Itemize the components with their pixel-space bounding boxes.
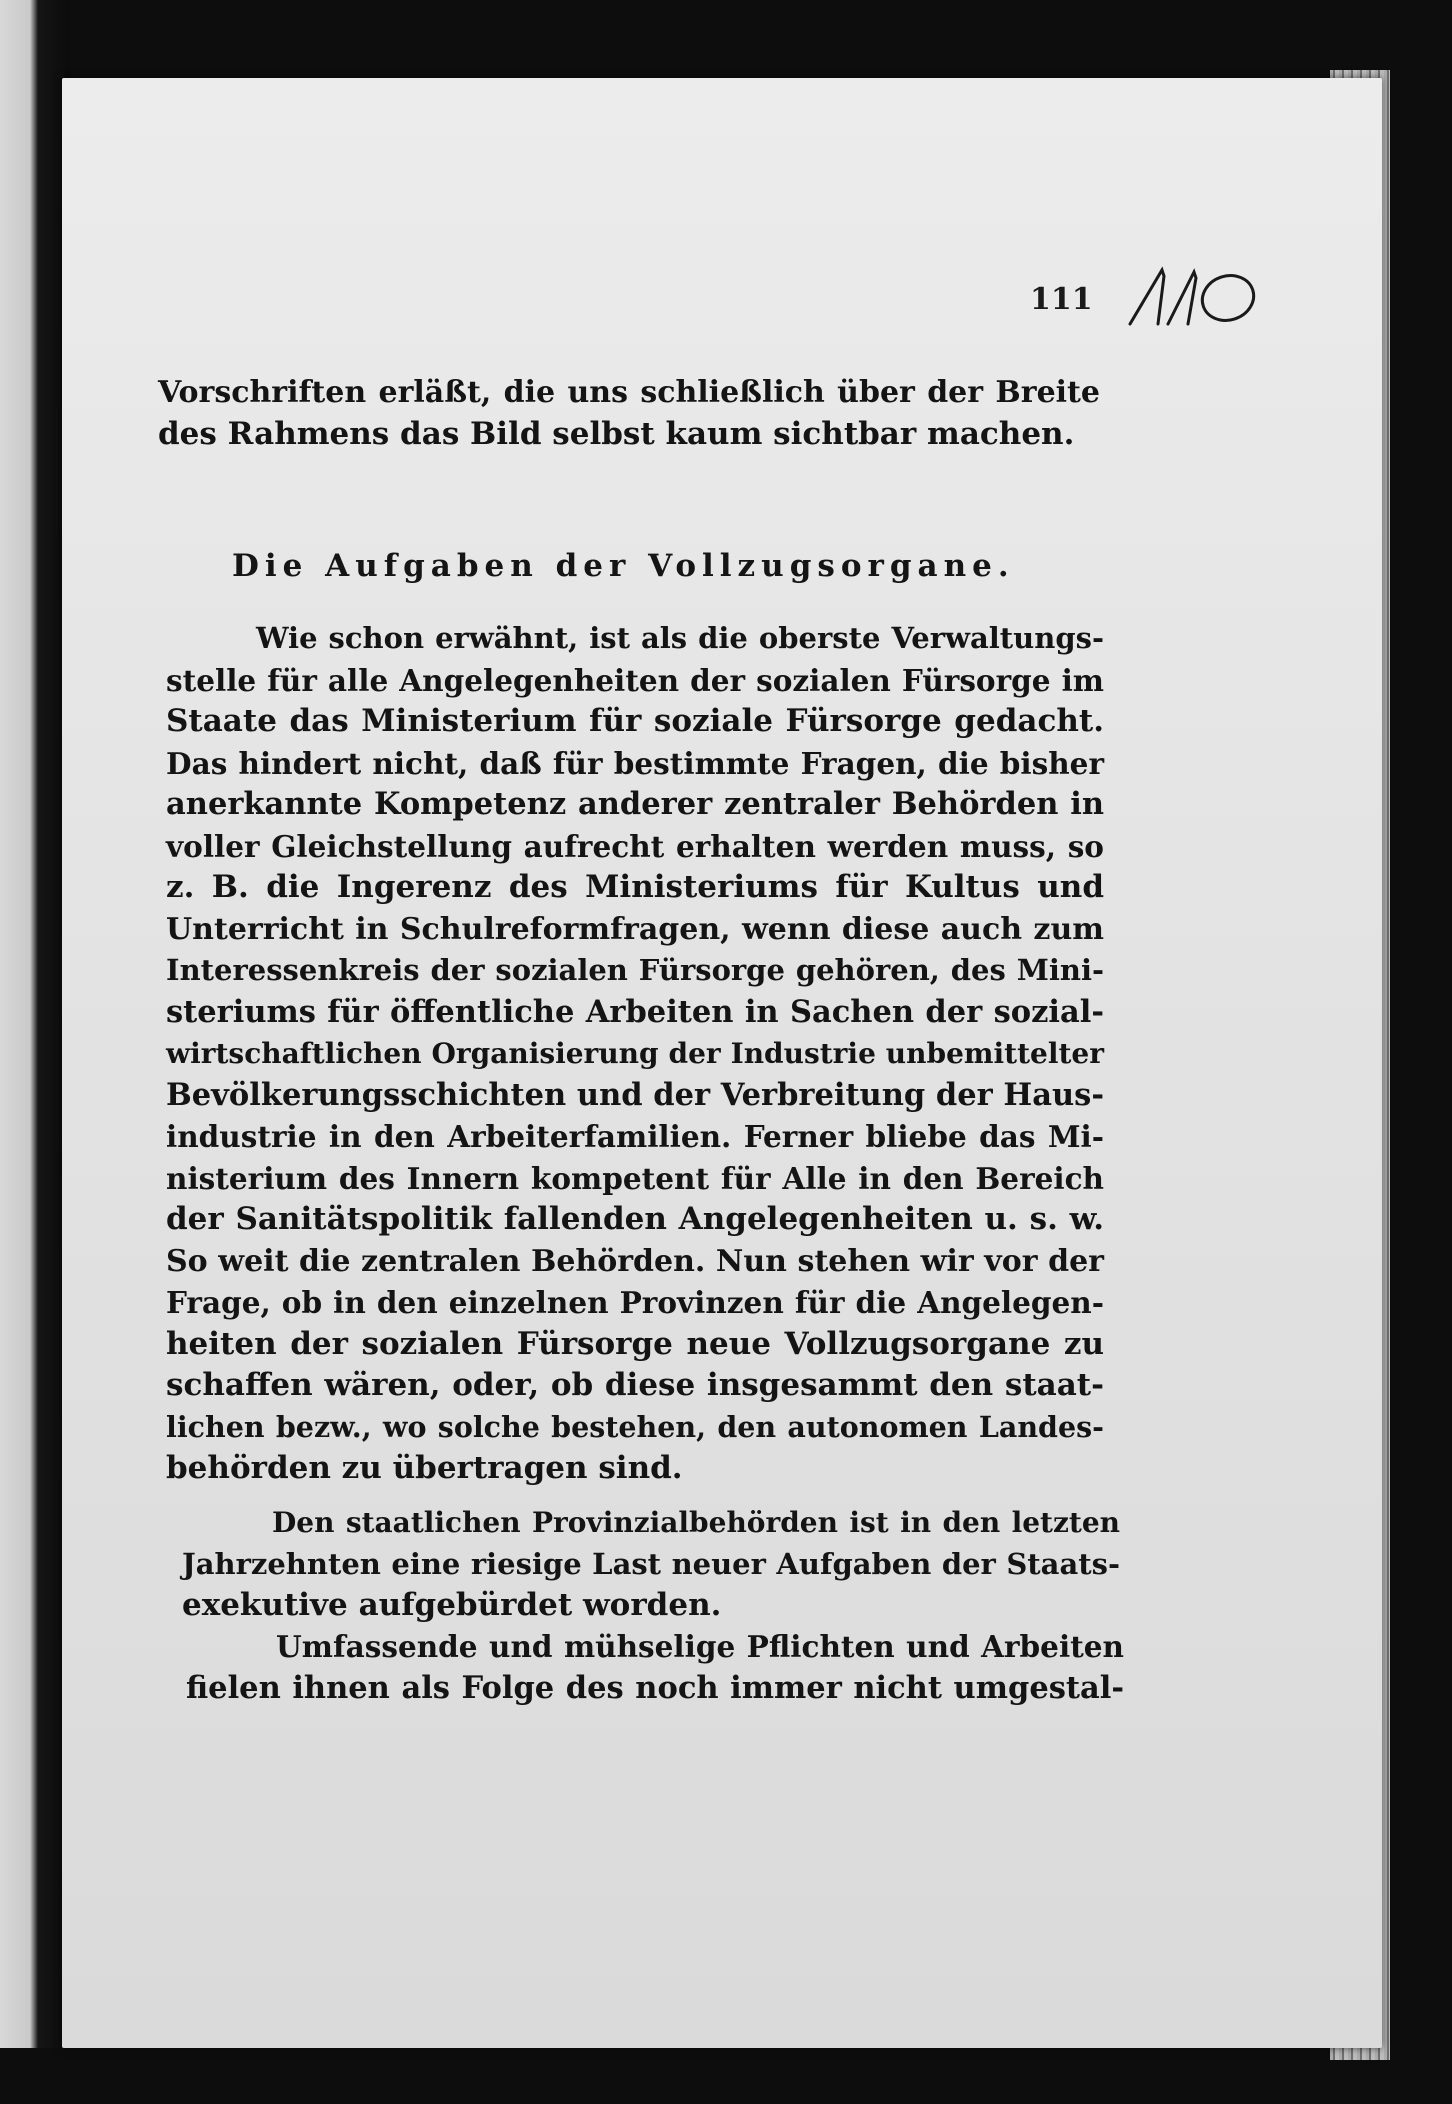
text-line: steriums für öffentliche Arbeiten in Sachen der sozial- (166, 993, 1104, 1030)
scan-right-border (1390, 0, 1452, 2104)
text-line: Staate das Ministerium für soziale Fürsorge gedacht. (166, 703, 1104, 739)
section-heading: Die Aufgaben der Vollzugsorgane. (232, 548, 1015, 584)
handwritten-number-drawing (1128, 262, 1278, 332)
text-line: voller Gleichstellung aufrecht erhalten werden muss, so (166, 828, 1104, 864)
text-line: Wie schon erwähnt, ist als die oberste Verwaltungs- (256, 621, 1104, 655)
text-line: industrie in den Arbeiterfamilien. Ferner bliebe das Mi- (166, 1119, 1104, 1154)
text-line: exekutive aufgebürdet worden. (182, 1587, 722, 1623)
text-line: fielen ihnen als Folge des noch immer nicht umgestal- (186, 1669, 1124, 1706)
text-line: schaffen wären, oder, ob diese insgesammt den staat- (166, 1367, 1104, 1403)
text-line: Frage, ob in den einzelnen Provinzen für die Angelegen- (166, 1285, 1104, 1320)
scan-bottom-border (0, 2048, 1452, 2104)
text-line: Das hindert nicht, daß für bestimmte Fragen, die bisher (166, 745, 1104, 781)
text-line: Umfassende und mühselige Pflichten und Arbeiten (276, 1629, 1124, 1664)
scan-top-border (0, 0, 1452, 78)
intro-paragraph (158, 372, 1100, 455)
text-line: der Sanitätspolitik fallenden Angelegenheiten u. s. w. (166, 1201, 1104, 1237)
text-line: Interessenkreis der sozialen Fürsorge gehören, des Mini- (166, 953, 1104, 987)
text-line: stelle für alle Angelegenheiten der sozialen Fürsorge im (166, 662, 1104, 698)
text-line: nisterium des Innern kompetent für Alle in den Bereich (166, 1160, 1104, 1196)
text-line: Jahrzehnten eine riesige Last neuer Aufgaben der Staats- (182, 1546, 1120, 1581)
text-line: Den staatlichen Provinzialbehörden ist in den letzten (272, 1506, 1120, 1539)
text-line: z. B. die Ingerenz des Ministeriums für Kultus und (166, 869, 1104, 905)
text-line: Bevölkerungsschichten und der Verbreitung der Haus- (166, 1076, 1104, 1113)
paragraph-2 (182, 1502, 1120, 1627)
paragraph-1 (166, 618, 1104, 1490)
text-line: So weit die zentralen Behörden. Nun stehen wir vor der (166, 1243, 1104, 1279)
text-line: wirtschaftlichen Organisierung der Industrie unbemittelter (166, 1037, 1104, 1070)
scan-left-border (0, 0, 70, 2104)
text-line: Vorschriften erläßt, die uns schließlich über der Breite (158, 375, 1100, 410)
text-line: lichen bezw., wo solche bestehen, den autonomen Landes- (166, 1409, 1104, 1444)
page-number: 111 (1030, 282, 1093, 317)
handwritten-page-number (1128, 262, 1278, 336)
text-line: heiten der sozialen Fürsorge neue Vollzugsorgane zu (166, 1325, 1104, 1362)
text-line: Unterricht in Schulreformfragen, wenn diese auch zum (166, 911, 1104, 947)
paragraph-3 (186, 1626, 1124, 1709)
text-line: des Rahmens das Bild selbst kaum sichtbar machen. (158, 415, 1075, 452)
text-line: behörden zu übertragen sind. (166, 1450, 683, 1486)
text-line: anerkannte Kompetenz anderer zentraler Behörden in (166, 786, 1104, 822)
